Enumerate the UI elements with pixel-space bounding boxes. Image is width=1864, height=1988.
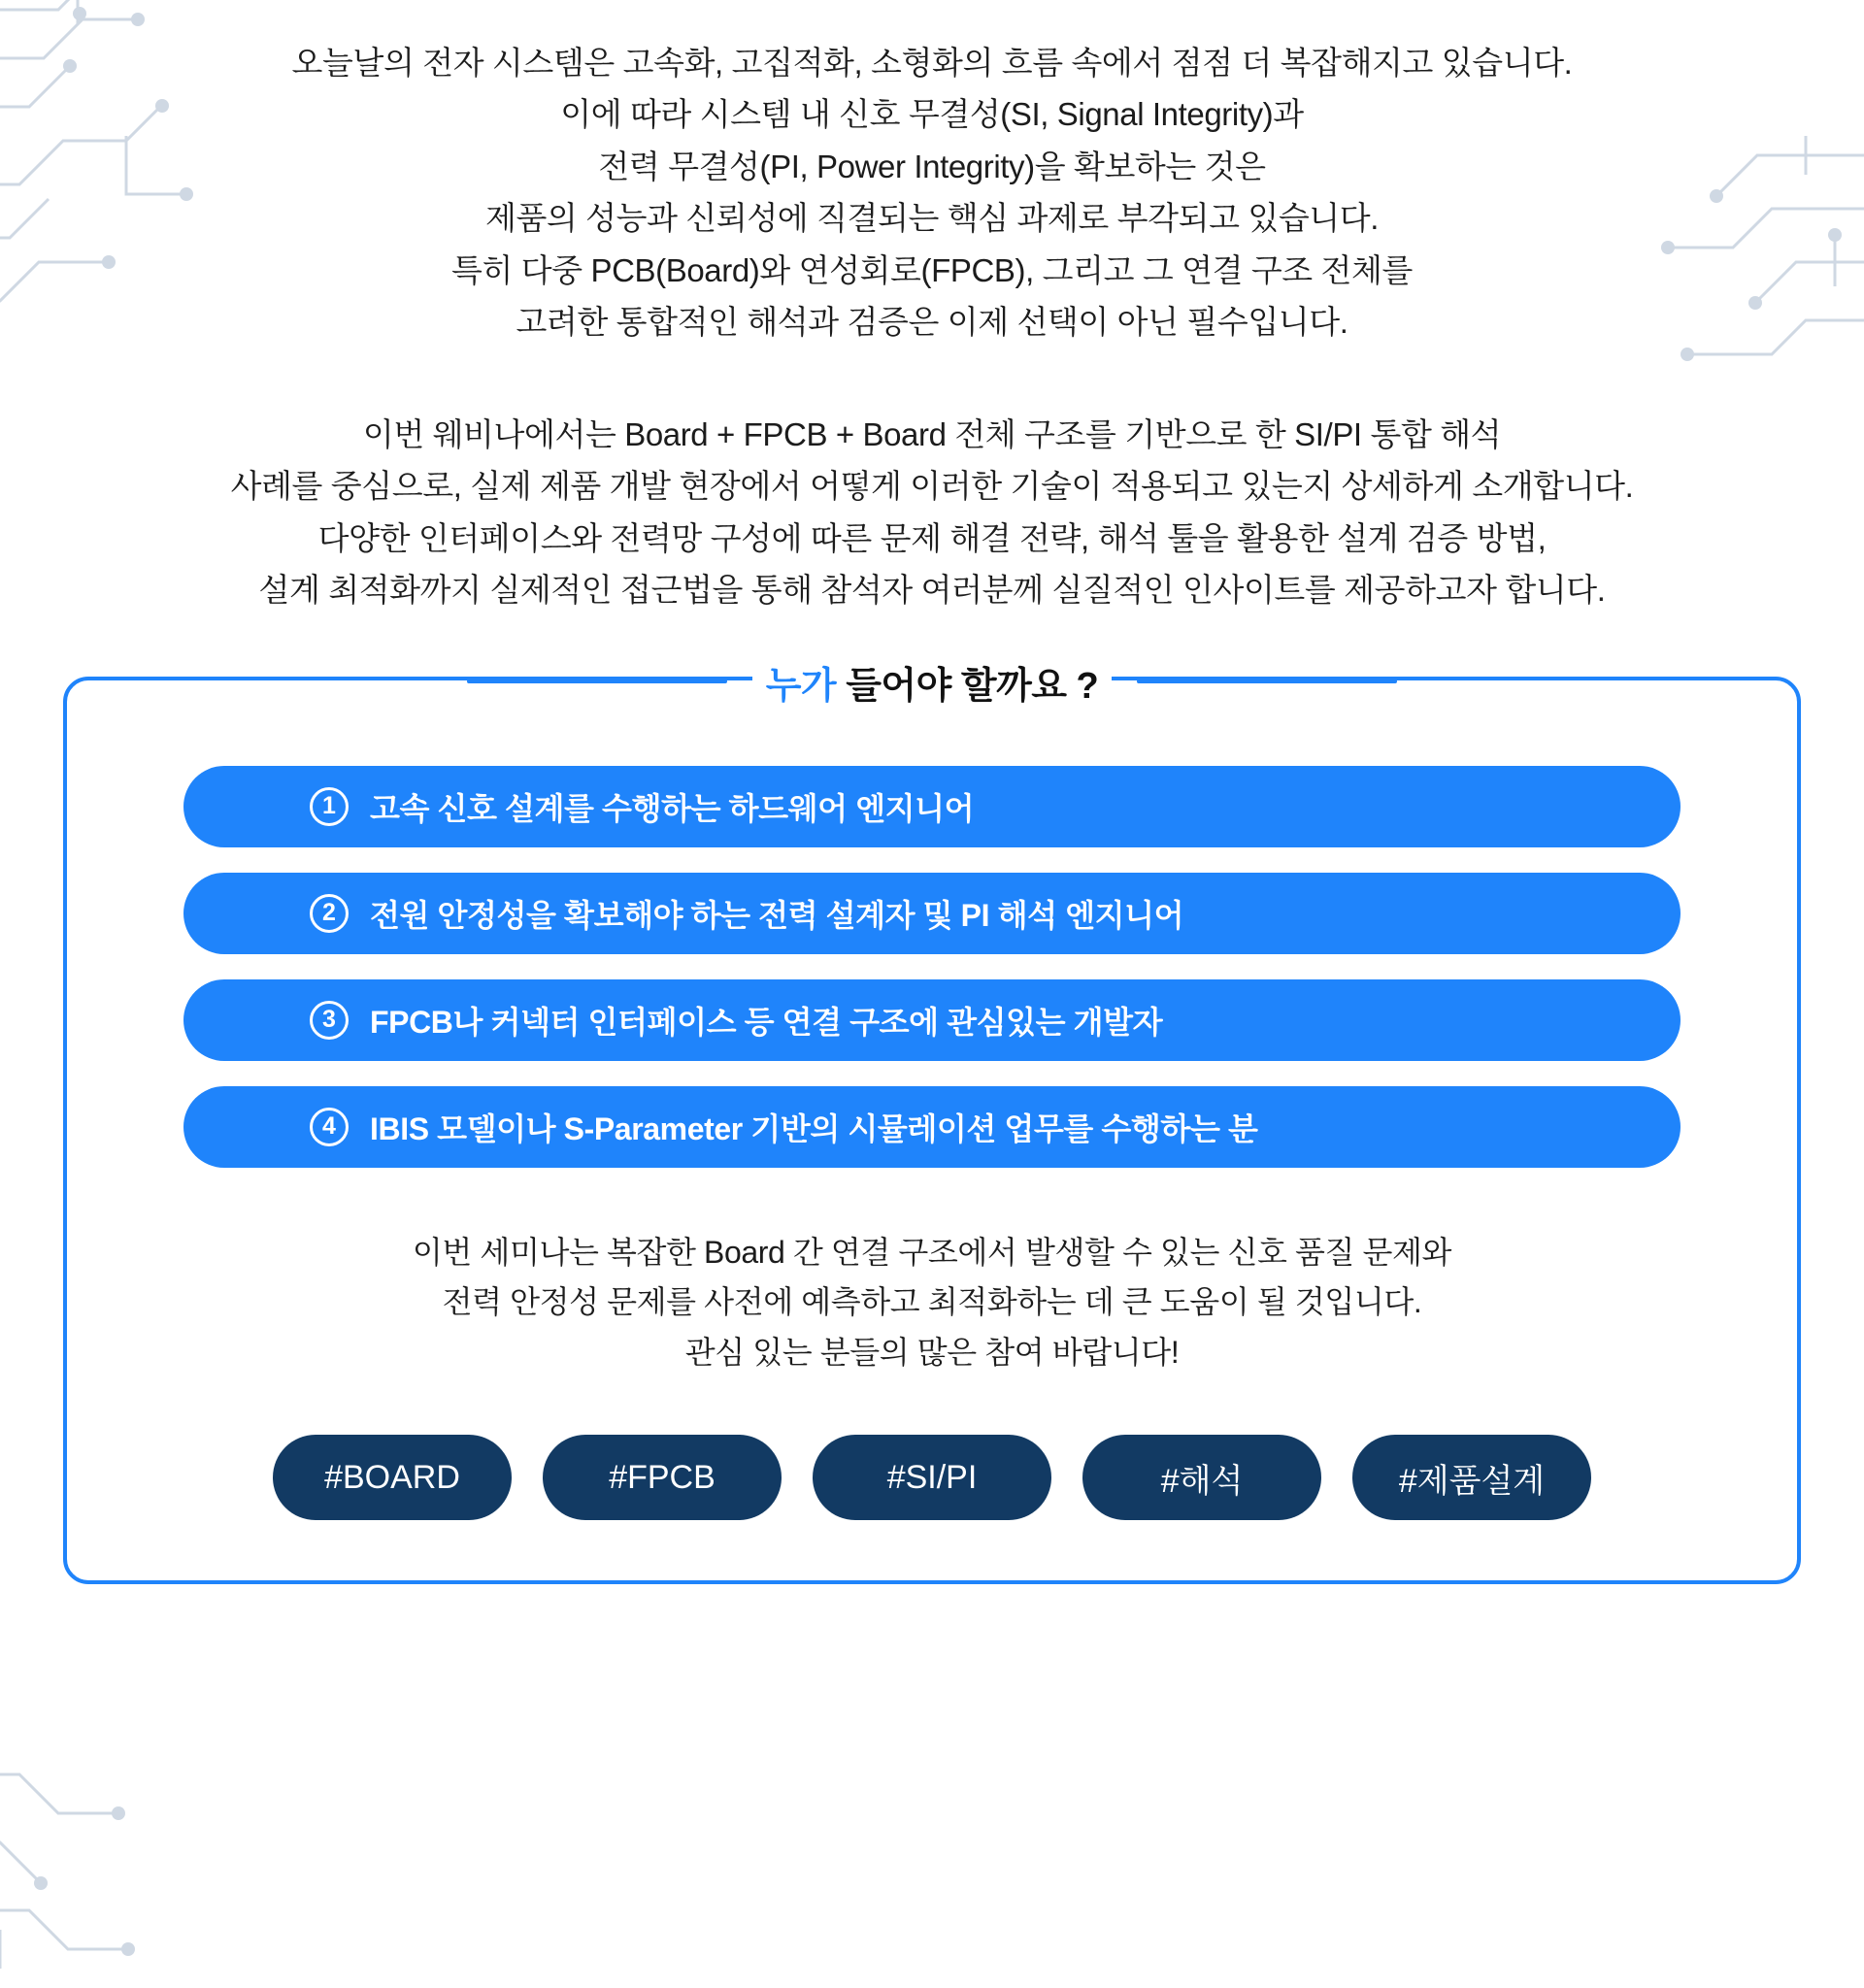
- outro-line: 관심 있는 분들의 많은 참여 바랍니다!: [684, 1335, 1180, 1371]
- title-divider-left: [467, 679, 727, 683]
- intro-line: 오늘날의 전자 시스템은 고속화, 고집적화, 소형화의 흐름 속에서 점점 더 복잡해지고 있습니다.: [291, 45, 1573, 81]
- list-item-number: 4: [310, 1108, 349, 1146]
- intro-line: 다양한 인터페이스와 전력망 구성에 따른 문제 해결 전략, 해석 툴을 활용한 설계 검증 방법,: [317, 519, 1547, 556]
- list-item: [183, 1086, 1681, 1168]
- circuit-decoration-bottom-left: [0, 1736, 243, 1988]
- intro-line: 이에 따라 시스템 내 신호 무결성(SI, Signal Integrity)과: [560, 96, 1304, 133]
- page-title: [752, 655, 1113, 709]
- hashtag-product-design[interactable]: #제품설계: [1352, 1435, 1591, 1520]
- audience-card: [63, 665, 1801, 1584]
- list-item: [183, 766, 1681, 847]
- list-item-number: 1: [310, 787, 349, 826]
- intro-paragraph-2: [0, 409, 1864, 616]
- list-item-label: 고속 신호 설계를 수행하는 하드웨어 엔지니어: [370, 790, 975, 826]
- title-rest: 들어야 할까요 ?: [836, 665, 1099, 707]
- audience-list: [125, 762, 1739, 1168]
- hashtag-list: [125, 1435, 1739, 1526]
- list-item-number: 3: [310, 1001, 349, 1040]
- intro-line: 이번 웨비나에서는 Board + FPCB + Board 전체 구조를 기반으로 한 SI/PI 통합 해석: [362, 415, 1502, 452]
- outro-line: 전력 안정성 문제를 사전에 예측하고 최적화하는 데 큰 도움이 될 것입니다.: [442, 1284, 1422, 1320]
- audience-card-title: [67, 655, 1797, 709]
- hashtag-fpcb[interactable]: #FPCB: [543, 1435, 782, 1520]
- title-highlight: 누가: [765, 665, 837, 707]
- intro-line: 전력 무결성(PI, Power Integrity)을 확보하는 것은: [598, 148, 1266, 184]
- intro-line: 고려한 통합적인 해석과 검증은 이제 선택이 아닌 필수입니다.: [516, 304, 1348, 341]
- list-item-label: IBIS 모델이나 S-Parameter 기반의 시뮬레이션 업무를 수행하는 분: [370, 1110, 1258, 1146]
- list-item-label: 전원 안정성을 확보해야 하는 전력 설계자 및 PI 해석 엔지니어: [370, 897, 1184, 933]
- intro-section: [0, 0, 1864, 616]
- intro-line: 특히 다중 PCB(Board)와 연성회로(FPCB), 그리고 그 연결 구조 전체를: [451, 251, 1413, 288]
- hashtag-analysis[interactable]: #해석: [1082, 1435, 1321, 1520]
- title-divider-right: [1137, 679, 1397, 683]
- intro-line: 제품의 성능과 신뢰성에 직결되는 핵심 과제로 부각되고 있습니다.: [484, 200, 1380, 237]
- list-item: [183, 873, 1681, 954]
- audience-card-wrapper: [63, 665, 1801, 1584]
- outro-section: [125, 1228, 1739, 1378]
- intro-line: 사례를 중심으로, 실제 제품 개발 현장에서 어떻게 이러한 기술이 적용되고 있는지 상세하게 소개합니다.: [230, 468, 1634, 505]
- list-item: [183, 979, 1681, 1061]
- intro-line: 설계 최적화까지 실제적인 접근법을 통해 참석자 여러분께 실질적인 인사이트를 제공하고자 합니다.: [258, 572, 1606, 609]
- intro-paragraph-1: [0, 37, 1864, 348]
- list-item-label: FPCB나 커넥터 인터페이스 등 연결 구조에 관심있는 개발자: [370, 1004, 1163, 1040]
- hashtag-board[interactable]: #BOARD: [273, 1435, 512, 1520]
- list-item-number: 2: [310, 894, 349, 933]
- hashtag-sipi[interactable]: #SI/PI: [813, 1435, 1051, 1520]
- outro-line: 이번 세미나는 복잡한 Board 간 연결 구조에서 발생할 수 있는 신호 품질 문제와: [412, 1234, 1452, 1270]
